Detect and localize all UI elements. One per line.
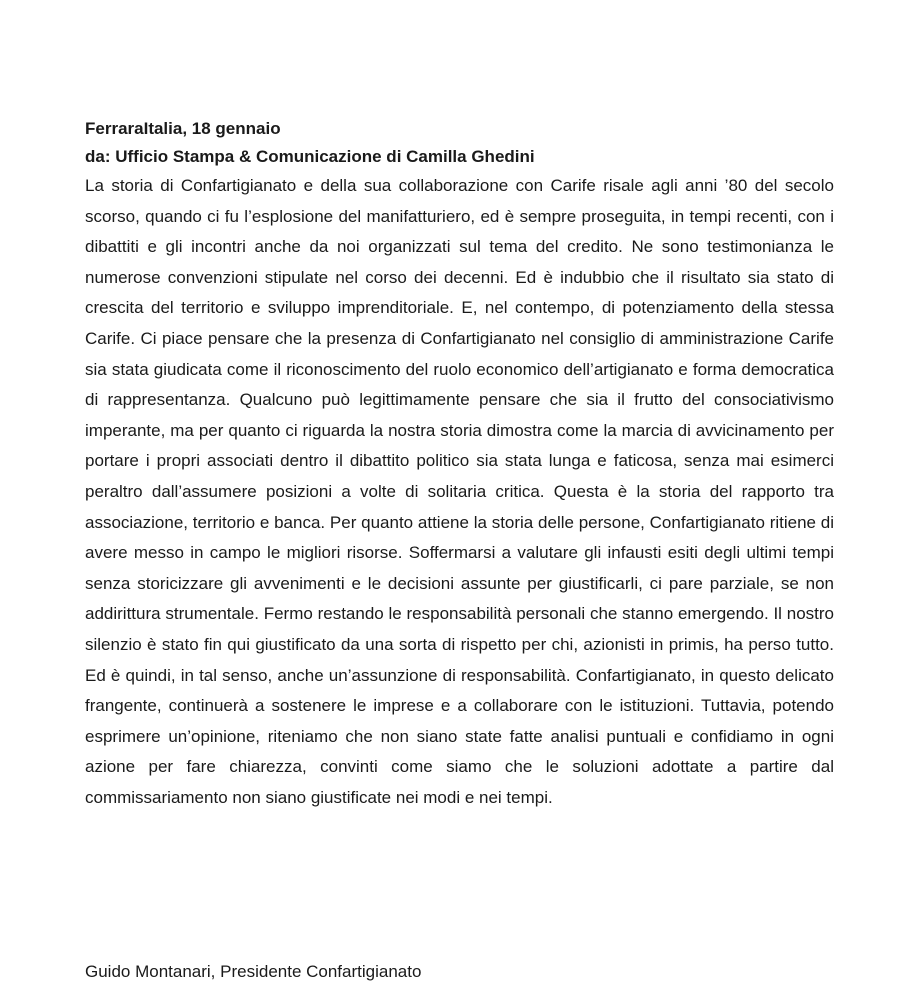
signature: Guido Montanari, Presidente Confartigianato (85, 962, 422, 981)
author-line: da: Ufficio Stampa & Comunicazione di Camilla Ghedini (85, 147, 535, 166)
body-paragraph: La storia di Confartigianato e della sua collaborazione con Carife risale agli anni ’80 del secolo scorso, quando ci fu l’esplosione del manifatturiero, ed è sempre proseguita, in tempi recenti, con i dibattiti e gli incontri anche da noi organizzati sul tema del credito. Ne sono testimonianza le numerose convenzioni stipulate nel corso dei decenni. Ed è indubbio che il risultato sia stato di crescita del territorio e sviluppo imprenditoriale. E, nel contempo, di potenziamento della stessa Carife. Ci piace pensare che la presenza di Confartigianato nel consiglio di amministrazione Carife sia stata giudicata come il riconoscimento del ruolo economico dell’artigianato e forma democratica di rappresentanza. Qualcuno può legittimamente pensare che sia il frutto del consociativismo imperante, ma per quanto ci riguarda la nostra storia dimostra come la marcia di avvicinamento per portare i propri associati dentro il dibattito politico sia stata lunga e faticosa, senza mai esimerci peraltro dall’assumere posizioni a volte di solitaria critica. Questa è la storia del rapporto tra associazione, territorio e banca. Per quanto attiene la storia delle persone, Confartigianato ritiene di avere messo in campo le migliori risorse. Soffermarsi a valutare gli infausti esiti degli ultimi tempi senza storicizzare gli avvenimenti e le decisioni assunte per giustificarli, ci pare parziale, se non addirittura strumentale. Fermo restando le responsabilità personali che stanno emergendo. Il nostro silenzio è stato fin qui giustificato da una sorta di rispetto per chi, azionisti in primis, ha perso tutto. Ed è quindi, in tal senso, anche un’assunzione di responsabilità. Confartigianato, in questo delicato frangente, continuerà a sostenere le imprese e a collaborare con le istituzioni. Tuttavia, potendo esprimere un’opinione, riteniamo che non siano state fatte analisi puntuali e confidiamo in ogni azione per fare chiarezza, convinti come siamo che le soluzioni adottate a partire dal commissariamento non siano giustificate nei modi e nei tempi. (85, 176, 834, 807)
document-page (85, 115, 834, 813)
dateline: FerraraItalia, 18 gennaio (85, 119, 281, 138)
